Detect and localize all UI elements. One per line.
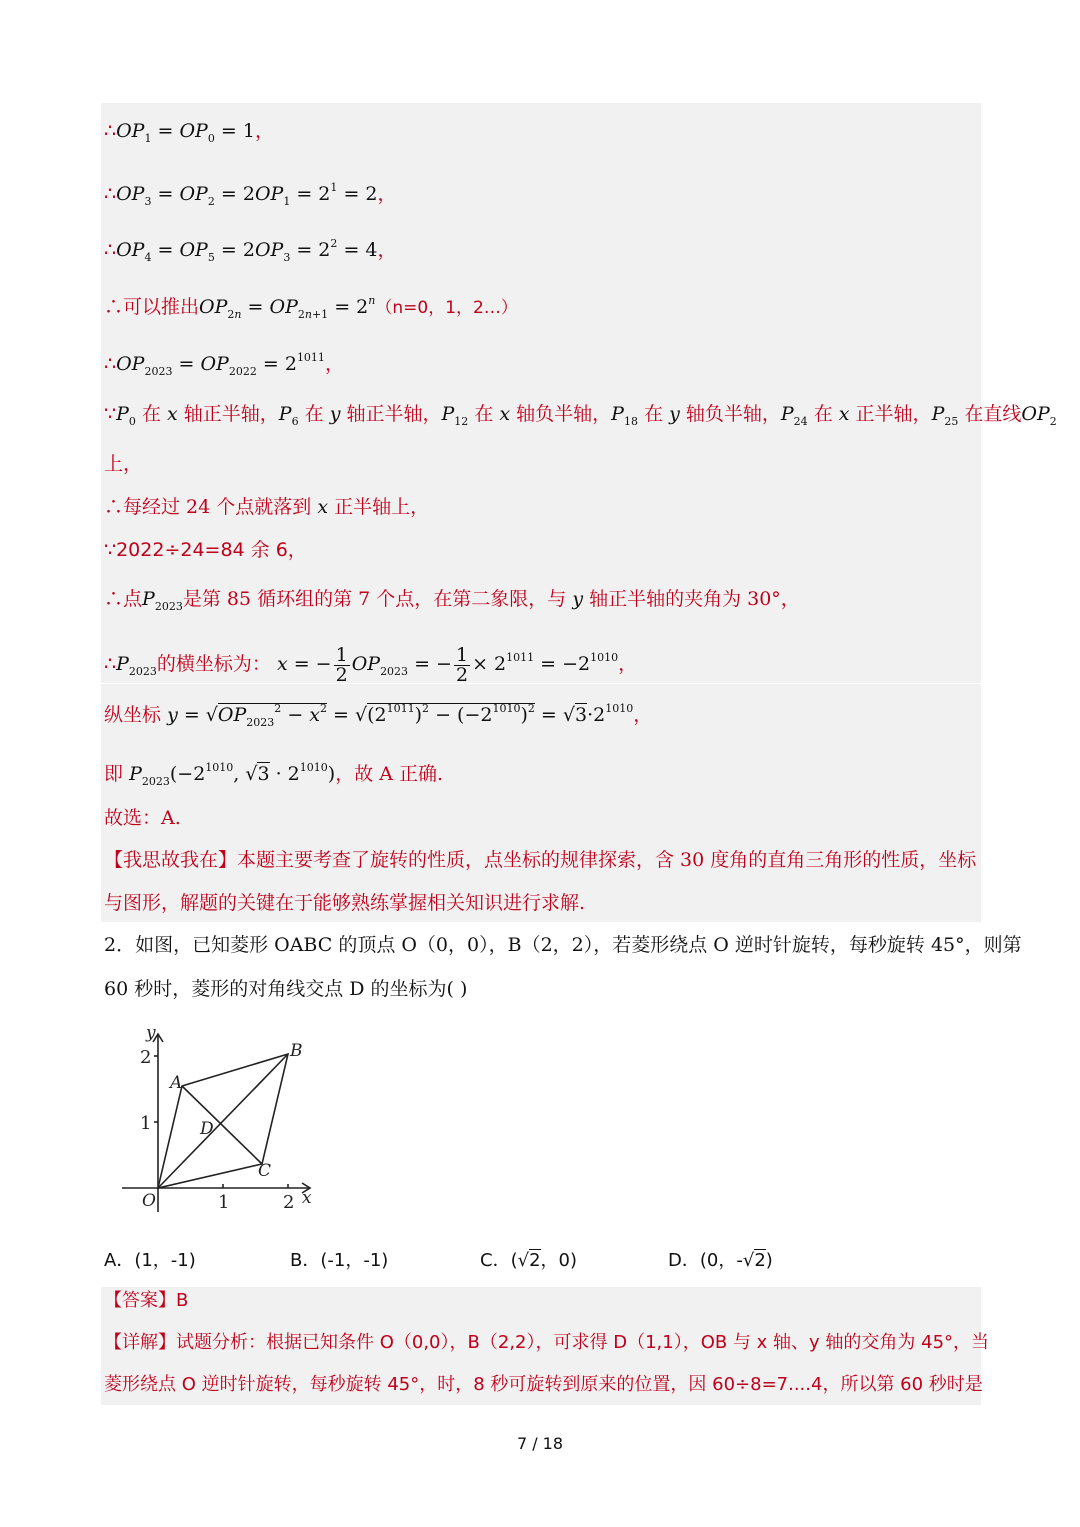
solution-line-4: ∴可以推出$OP_{2n} = OP_{2n+1} = 2^n(n=0$，1，2…）	[104, 294, 518, 321]
solution-line-9: ∴点$P_{2023}$是第 85 循环组的第 7 个点，在第二象限，与 y 轴正半轴的夹角为 30°，	[104, 588, 800, 613]
tick-label-y-2: 2	[140, 1047, 152, 1068]
label-a: A	[170, 1073, 183, 1093]
label-b: B	[290, 1041, 303, 1061]
label-d: D	[200, 1119, 214, 1139]
tick-label-x-1: 1	[218, 1192, 230, 1213]
solution-line-5: $\therefore OP_{2023} = OP_{2022} = 2^{1011}$，	[104, 351, 344, 378]
solution-line-11: 纵坐标 $y = √OP_{2023}^2 - x^2 = √(2^{1011})^2 - (-2^{1010})^2 = √3\cdot 2^{1010}$，	[104, 702, 653, 729]
tick-label-y-1: 1	[140, 1113, 152, 1134]
detail-line-2: 菱形绕点 O 逆时针旋转，每秒旋转 45°，时，8 秒可旋转到原来的位置，因 60÷8=7....4，所以第 60 秒时是	[104, 1374, 983, 1395]
rhombus-figure	[110, 1022, 330, 1217]
solution-line-13: 故选：A.	[104, 807, 181, 829]
solution-line-14: 【我思故我在】本题主要考查了旋转的性质，点坐标的规律探索，含 30 度角的直角三角形的性质，坐标	[104, 849, 977, 871]
question-2-line-1: 2．如图，已知菱形 OABC 的顶点 O（0，0），B（2，2），若菱形绕点 O 逆时针旋转，每秒旋转 45°，则第	[104, 934, 1022, 956]
solution-line-3: $\therefore OP_4 = OP_5 = 2OP_3 = 2^2 = 4$，	[104, 237, 397, 264]
solution-line-15: 与图形，解题的关键在于能够熟练掌握相关知识进行求解.	[104, 892, 586, 914]
solution-line-6b: 上，	[104, 453, 143, 475]
page-number: 7 / 18	[516, 1434, 564, 1453]
diagonal-ac	[182, 1086, 262, 1164]
solution-line-2: $\therefore OP_3 = OP_2 = 2OP_1 = 2^1 = 2$，	[104, 181, 397, 208]
label-o: O	[142, 1191, 156, 1211]
solution-line-6: $\because P_0$ 在 x 轴正半轴，$P_6$ 在 y 轴正半轴，$P_{12}$ 在 x 轴负半轴，$P_{18}$ 在 y 轴负半轴，$P_{24}$ 在 x 正半轴，$P_{25}$ 在直线$OP_2$	[104, 403, 1057, 428]
y-axis-label: y	[146, 1023, 156, 1043]
option-c: C．(√2，0)	[480, 1250, 578, 1271]
label-c: C	[258, 1161, 272, 1181]
solution-line-7: ∴每经过 24 个点就落到 x 正半轴上，	[104, 496, 430, 518]
solution-line-8: ∵2022÷24=84 余 6，	[104, 539, 307, 561]
option-b: B．(-1，-1)	[290, 1250, 389, 1271]
solution-line-10: $\therefore P_{2023}$的横坐标为： x = − $\frac{1}{2}$ $OP_{2023}$ = − $\frac{1}{2}$ × $2^{1011} = -2^{1010}$，	[104, 643, 638, 686]
x-axis-label: x	[302, 1188, 312, 1208]
tick-label-x-2: 2	[283, 1192, 295, 1213]
question-2-line-2: 60 秒时，菱形的对角线交点 D 的坐标为( )	[104, 978, 468, 1000]
answer-line: 【答案】B	[104, 1290, 189, 1311]
detail-line-1: 【详解】试题分析：根据已知条件 O（0,0），B（2,2），可求得 D（1,1），OB 与 x 轴、y 轴的交角为 45°，当	[104, 1332, 990, 1353]
option-d: D．(0，-√2)	[668, 1250, 773, 1271]
solution-line-1: $\therefore OP_1 = OP_0 = 1$，	[104, 120, 274, 145]
option-a: A．(1，-1)	[104, 1250, 196, 1271]
solution-line-12: 即 $P_{2023}(-2^{1010}$, $√3 \cdot 2^{1010}$)，故 A 正确.	[104, 761, 444, 788]
